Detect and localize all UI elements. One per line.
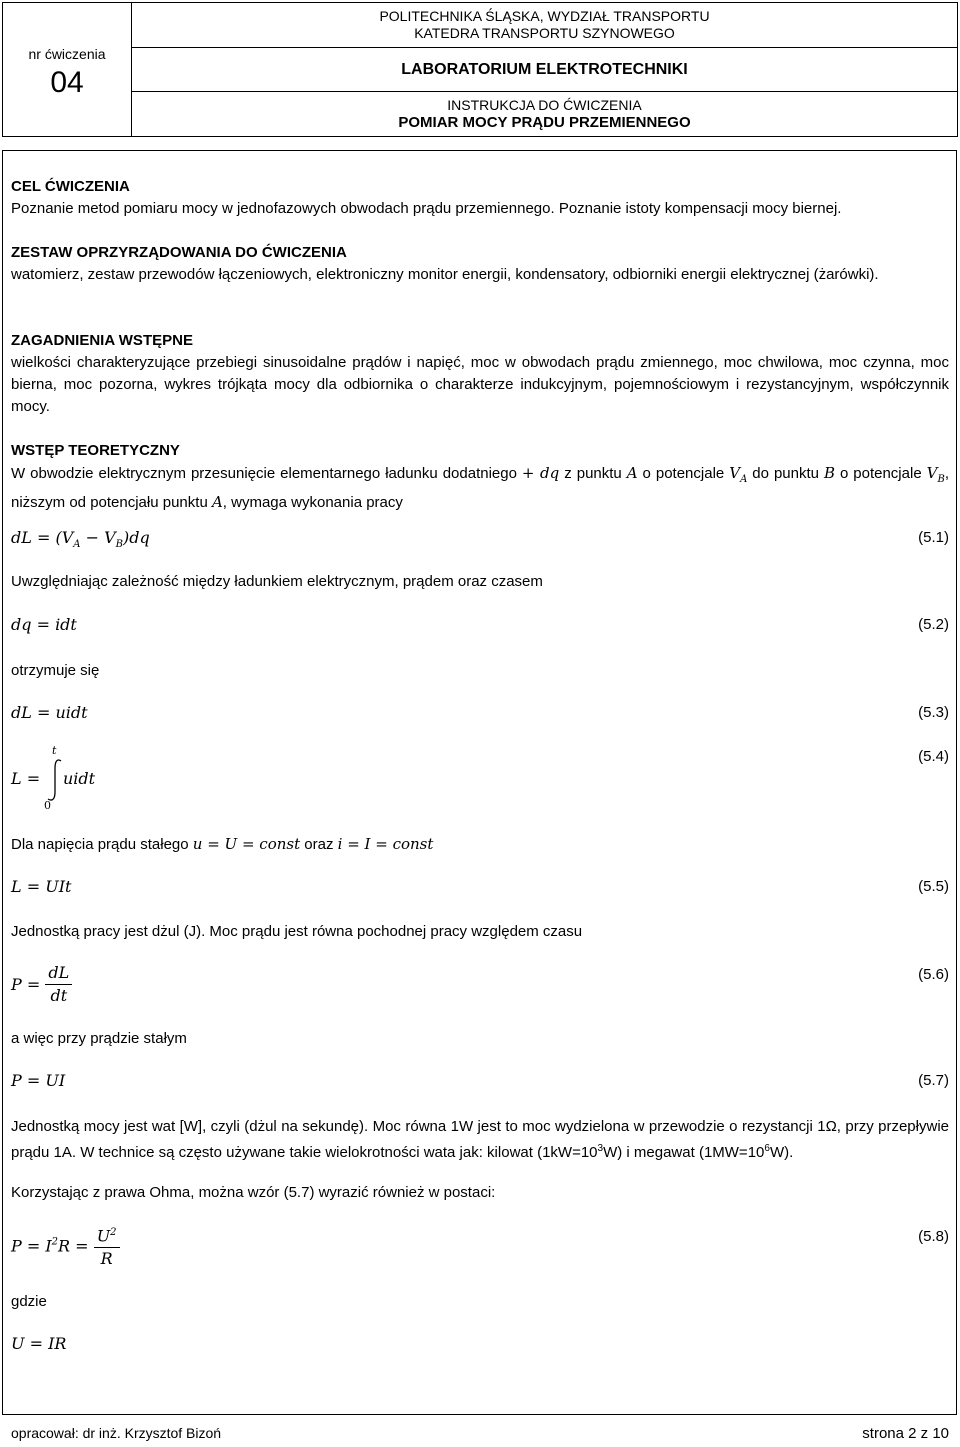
footer-author: opracował: dr inż. Krzysztof Bizoń — [11, 1425, 222, 1441]
exercise-title: POMIAR MOCY PRĄDU PRZEMIENNEGO — [398, 114, 691, 131]
wstep-paragraph-7: Jednostką mocy jest wat [W], czyli (dżul na sekundę). Moc równa 1W jest to moc wydzielona w przewodzie o rezystancji 1Ω, przy przepływie prądu 1A. W technice są często używane takie wielokrotności wata jak: kilowat $(1kW=10^3W)$ i megawat $(1MW=10^6W)$. — [11, 1118, 949, 1161]
equation-5-4 — [11, 742, 131, 816]
lab-cell — [132, 48, 958, 92]
wstep-paragraph-2: Uwzględniając zależność między ładunkiem elektrycznym, prądem oraz czasem — [11, 573, 543, 590]
exercise-number: 04 — [50, 65, 84, 99]
footer-page-number: strona 2 z 10 — [862, 1425, 949, 1442]
equation-number-5-7: (5.7) — [918, 1072, 949, 1089]
wstep-paragraph-6: a więc przy prądzie stałym — [11, 1030, 187, 1047]
equation-5-8: $P = I^2R$ = $\frac{U^2}{R}$ — [11, 1222, 120, 1270]
title-cell — [132, 92, 958, 137]
equation-5-5: L = UIt — [11, 877, 72, 896]
integral-body: uidt — [63, 769, 96, 788]
wstep-paragraph-1: W obwodzie elektrycznym przesunięcie elementarnego ładunku dodatniego + dq z punktu A o potencjale $V_A$ do punktu B o potencjale $V_B$, niższym od potencjału punktu A, wymaga wykonania pracy — [11, 464, 950, 511]
integral-upper-limit: t — [52, 744, 57, 757]
wstep-heading: WSTĘP TEORETYCZNY — [11, 442, 180, 459]
zagadnienia-text: wielkości charakteryzujące przebiegi sinusoidalne prądów i napięć, moc w obwodach prądu zmiennego, moc chwilowa, moc czynna, moc bierna, moc pozorna, wykres trójkąta mocy dla odbiornika o charakterze indukcyjnym, pojemnościowym i rezystancyjnym, współczynnik mocy. — [11, 354, 949, 415]
equation-number-5-1: (5.1) — [918, 529, 949, 546]
equation-number-5-3: (5.3) — [918, 704, 949, 721]
equation-5-6: P = $\frac{dL}{dt}$ — [11, 962, 72, 1007]
equation-u-ir: U = IR — [11, 1334, 67, 1353]
equation-5-3: dL = uidt — [11, 703, 88, 722]
cel-text: Poznanie metod pomiaru mocy w jednofazowych obwodach prądu przemiennego. Poznanie istoty kompensacji mocy biernej. — [11, 200, 842, 217]
equation-5-2: dq = idt — [11, 615, 77, 634]
wstep-paragraph-9: gdzie — [11, 1293, 47, 1310]
wstep-paragraph-4: Dla napięcia prądu stałego u = U = const oraz i = I = const — [11, 835, 434, 853]
equation-number-5-4: (5.4) — [918, 748, 949, 765]
exercise-number-cell — [3, 3, 132, 137]
instruction-label: INSTRUKCJA DO ĆWICZENIA — [447, 97, 642, 113]
wstep-paragraph-8: Korzystając z prawa Ohma, można wzór (5.7) wyrazić również w postaci: — [11, 1184, 496, 1201]
header-table — [2, 2, 958, 137]
university-name: POLITECHNIKA ŚLĄSKA, WYDZIAŁ TRANSPORTU — [379, 8, 710, 24]
zestaw-text: watomierz, zestaw przewodów łączeniowych, elektroniczny monitor energii, kondensatory, odbiorniki energii elektrycznej (żarówki). — [11, 266, 879, 283]
exercise-number-label: nr ćwiczenia — [28, 45, 106, 62]
equation-number-5-2: (5.2) — [918, 616, 949, 633]
equation-5-1: dL = $(V_A - V_B)dq$ — [11, 528, 150, 551]
department-name: KATEDRA TRANSPORTU SZYNOWEGO — [414, 25, 675, 41]
integral-sign-icon — [45, 758, 65, 802]
equation-number-5-6: (5.6) — [918, 966, 949, 983]
lab-name: LABORATORIUM ELEKTROTECHNIKI — [401, 60, 688, 78]
fraction-u2-r: $\frac{U^2}{R}$ — [94, 1222, 120, 1270]
zestaw-heading: ZESTAW OPRZYRZĄDOWANIA DO ĆWICZENIA — [11, 244, 347, 261]
cel-heading: CEL ĆWICZENIA — [11, 178, 130, 195]
wstep-paragraph-3: otrzymuje się — [11, 662, 100, 679]
zagadnienia-heading: ZAGADNIENIA WSTĘPNE — [11, 332, 193, 349]
institution-cell — [132, 3, 958, 48]
wstep-paragraph-5: Jednostką pracy jest dżul (J). Moc prądu jest równa pochodnej pracy względem czasu — [11, 923, 583, 940]
equation-number-5-5: (5.5) — [918, 878, 949, 895]
fraction-dl-dt: $\frac{dL}{dt}$ — [45, 962, 72, 1007]
equation-5-7: P = UI — [11, 1071, 66, 1090]
integral-lhs: L = — [11, 769, 41, 788]
equation-number-5-8: (5.8) — [918, 1228, 949, 1245]
integral-lower-limit: 0 — [44, 799, 51, 812]
